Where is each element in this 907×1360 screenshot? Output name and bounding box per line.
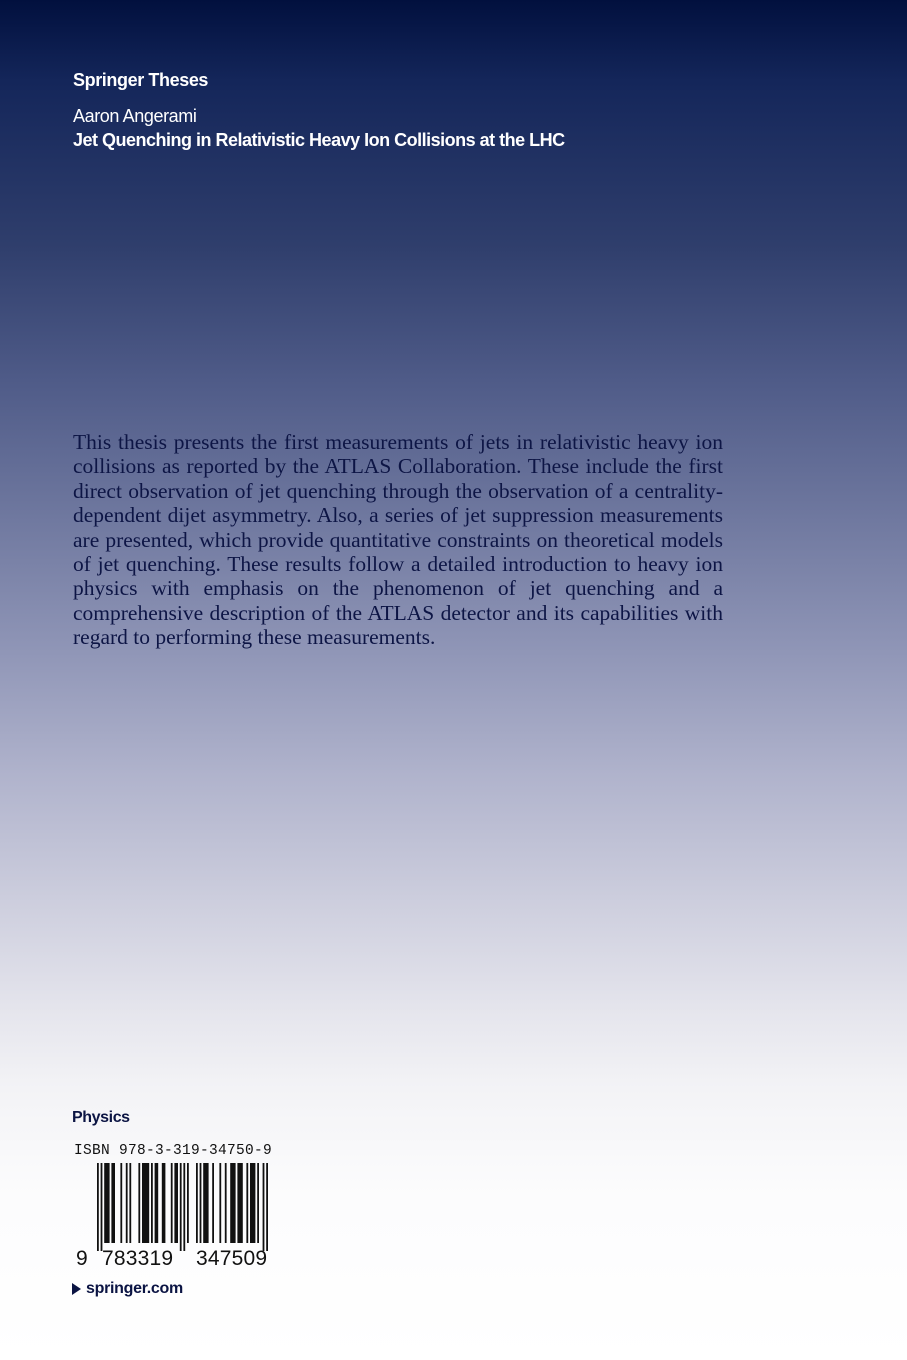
barcode-bar bbox=[246, 1163, 248, 1243]
barcode-bar bbox=[120, 1163, 122, 1243]
publisher-link[interactable] bbox=[72, 1280, 183, 1298]
barcode-guard-bar bbox=[101, 1163, 103, 1251]
barcode-guard-bar bbox=[266, 1163, 268, 1251]
arrow-right-icon bbox=[72, 1283, 81, 1295]
barcode-bar bbox=[187, 1163, 189, 1243]
abstract-text: This thesis presents the first measurements of jets in relativistic heavy ion collisions as reported by the ATLAS Collaboration. These include the first direct observation of jet quenching through the observation of a centrality-dependent dijet asymmetry. Also, a series of jet suppression measurements are presented, which provide quantitative constraints on theoretical models of jet quenching. These results follow a detailed introduction to heavy ion physics with emphasis on the phenomenon of jet quenching and a comprehensive description of the ATLAS detector and its capabilities with regard to performing these measurements. bbox=[73, 430, 723, 650]
barcode-bar bbox=[203, 1163, 208, 1243]
publisher-link-label: springer.com bbox=[86, 1280, 183, 1297]
series-name: Springer Theses bbox=[73, 70, 209, 90]
barcode-first-digit: 9 bbox=[76, 1247, 88, 1270]
barcode-bar bbox=[219, 1163, 221, 1243]
barcode-bar bbox=[174, 1163, 178, 1243]
barcode-bar bbox=[138, 1163, 140, 1243]
barcode-bar bbox=[155, 1163, 159, 1243]
barcode-bar bbox=[225, 1163, 227, 1243]
barcode-bar bbox=[104, 1163, 109, 1243]
barcode-bar bbox=[237, 1163, 242, 1243]
barcode-bar bbox=[142, 1163, 149, 1243]
barcode-guard-bar bbox=[183, 1163, 185, 1251]
barcode-bar bbox=[151, 1163, 153, 1243]
barcode-bar bbox=[171, 1163, 173, 1243]
barcode-bar bbox=[162, 1163, 166, 1243]
barcode-bar bbox=[200, 1163, 202, 1243]
barcode-left-group: 783319 bbox=[102, 1247, 174, 1270]
barcode-guard-bar bbox=[97, 1163, 99, 1251]
barcode-bar bbox=[196, 1163, 198, 1243]
barcode-guard-bar bbox=[263, 1163, 265, 1251]
barcode-bar bbox=[250, 1163, 255, 1243]
isbn-label: ISBN 978-3-319-34750-9 bbox=[74, 1143, 273, 1159]
barcode-right-group: 347509 bbox=[196, 1247, 268, 1270]
subject-category: Physics bbox=[72, 1109, 130, 1126]
barcode-bar bbox=[111, 1163, 115, 1243]
barcode-digits bbox=[74, 1247, 314, 1273]
barcode-bar bbox=[257, 1163, 259, 1243]
barcode-bar bbox=[212, 1163, 214, 1243]
barcode-bar bbox=[230, 1163, 235, 1243]
barcode-bars bbox=[94, 1163, 284, 1251]
barcode-bar bbox=[129, 1163, 131, 1243]
barcode-block bbox=[74, 1143, 314, 1273]
book-title: Jet Quenching in Relativistic Heavy Ion Collisions at the LHC bbox=[73, 130, 565, 150]
barcode-guard-bar bbox=[180, 1163, 182, 1251]
author-name: Aaron Angerami bbox=[73, 106, 197, 126]
barcode-bar bbox=[126, 1163, 128, 1243]
